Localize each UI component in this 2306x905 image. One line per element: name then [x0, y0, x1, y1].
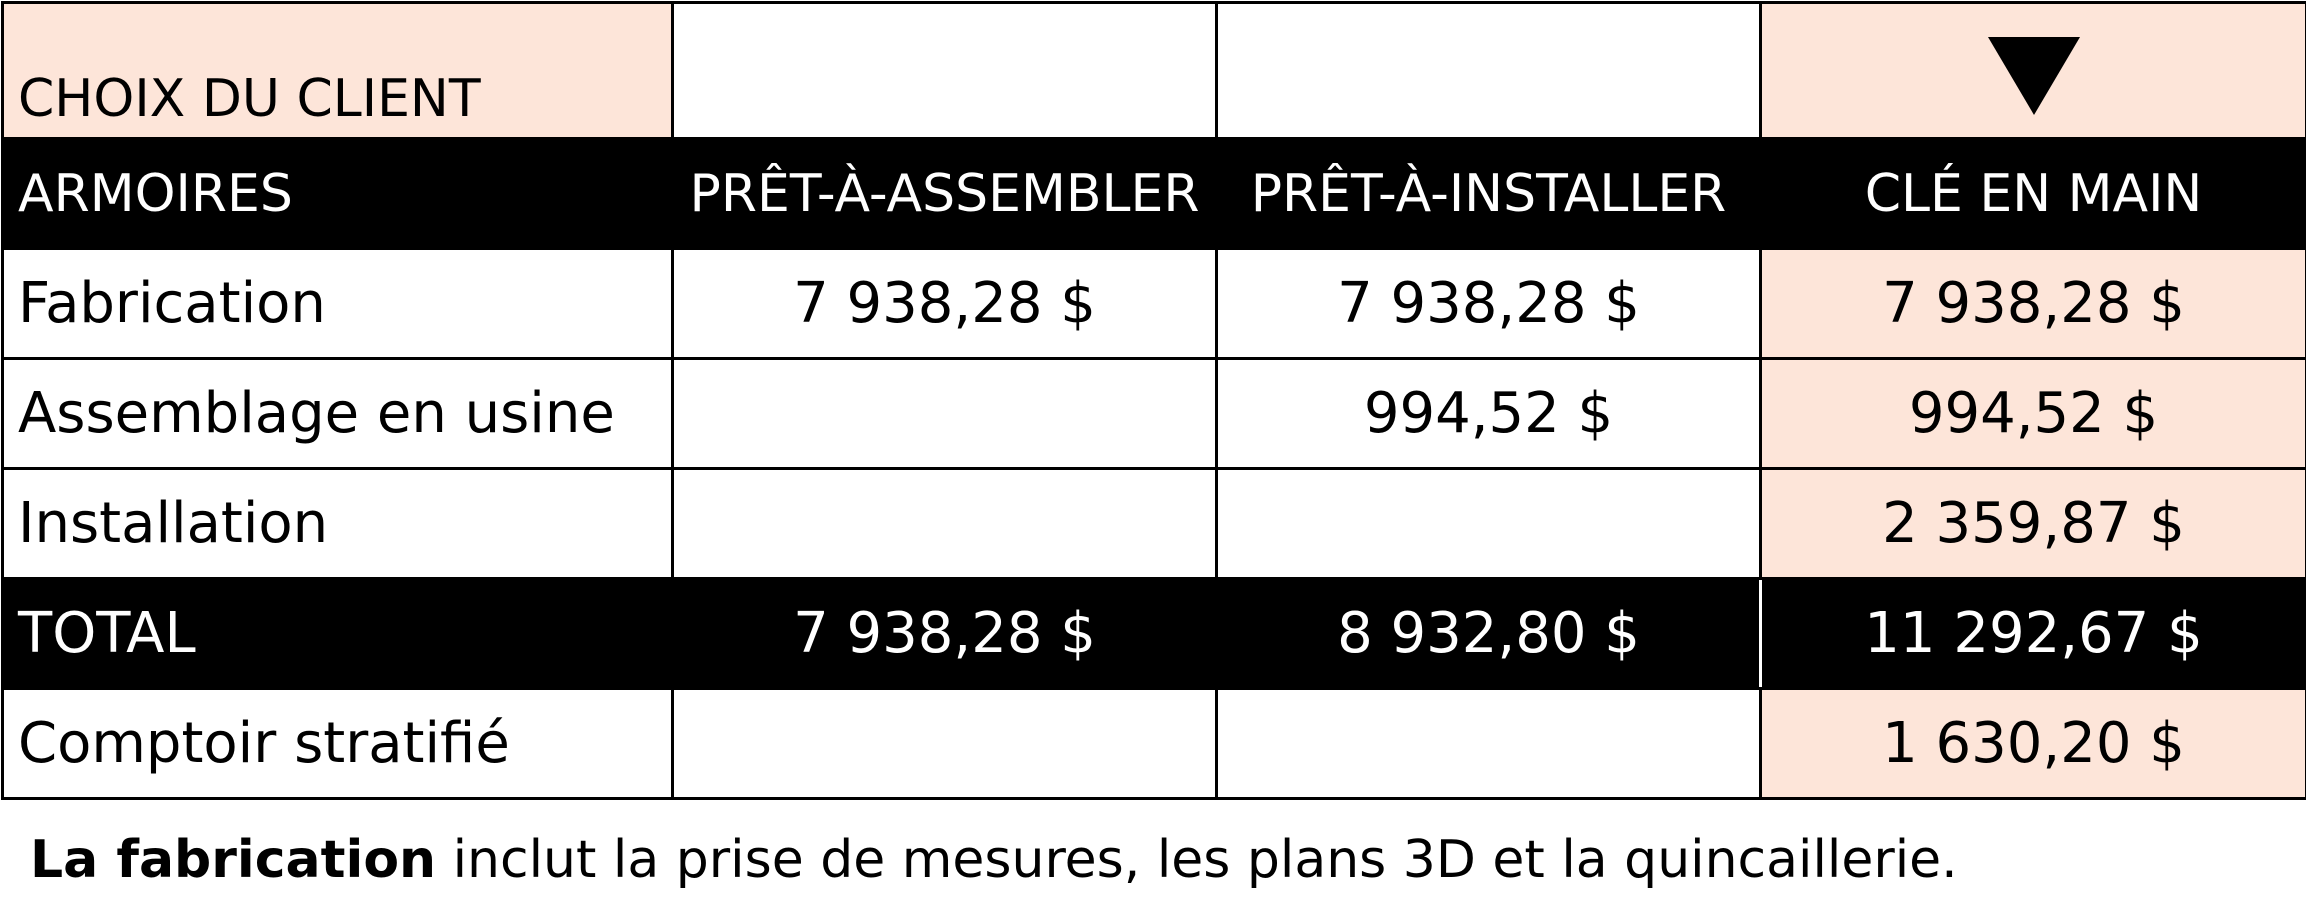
- row-label: Installation: [3, 469, 673, 579]
- row-label: Assemblage en usine: [3, 359, 673, 469]
- table-row-comptoir: [3, 689, 2306, 799]
- down-triangle-icon: [1988, 37, 2080, 115]
- total-price-cell: 8 932,80 $: [1217, 579, 1761, 689]
- header-row: [3, 139, 2306, 249]
- footnote: [30, 830, 1958, 890]
- footnote-text: inclut la prise de mesures, les plans 3D et la quincaillerie.: [436, 830, 1958, 890]
- choice-cell-cle-en-main: [1761, 3, 2306, 139]
- table-row-installation: [3, 469, 2306, 579]
- row-label: Comptoir stratifié: [3, 689, 673, 799]
- price-cell: 7 938,28 $: [1217, 249, 1761, 359]
- row-label: Fabrication: [3, 249, 673, 359]
- table-row-fabrication: [3, 249, 2306, 359]
- price-cell: 994,52 $: [1217, 359, 1761, 469]
- column-header-pret-a-assembler: PRÊT-À-ASSEMBLER: [673, 139, 1217, 249]
- price-cell: [1217, 689, 1761, 799]
- total-row: [3, 579, 2306, 689]
- total-price-cell: 11 292,67 $: [1761, 579, 2306, 689]
- price-cell: [673, 359, 1217, 469]
- pricing-table: [1, 1, 2306, 800]
- choice-cell-pret-a-installer: [1217, 3, 1761, 139]
- price-cell: [1217, 469, 1761, 579]
- total-label: TOTAL: [3, 579, 673, 689]
- price-cell: 994,52 $: [1761, 359, 2306, 469]
- column-header-armoires: ARMOIRES: [3, 139, 673, 249]
- price-cell: 2 359,87 $: [1761, 469, 2306, 579]
- total-price-cell: 7 938,28 $: [673, 579, 1217, 689]
- price-cell: [673, 469, 1217, 579]
- column-header-cle-en-main: CLÉ EN MAIN: [1761, 139, 2306, 249]
- price-cell: 7 938,28 $: [673, 249, 1217, 359]
- table-row-assemblage: [3, 359, 2306, 469]
- client-choice-row: [3, 3, 2306, 139]
- footnote-bold: La fabrication: [30, 830, 437, 890]
- price-cell: 1 630,20 $: [1761, 689, 2306, 799]
- price-cell: [673, 689, 1217, 799]
- choice-cell-pret-a-assembler: [673, 3, 1217, 139]
- column-header-pret-a-installer: PRÊT-À-INSTALLER: [1217, 139, 1761, 249]
- price-cell: 7 938,28 $: [1761, 249, 2306, 359]
- client-choice-label: CHOIX DU CLIENT: [3, 3, 673, 139]
